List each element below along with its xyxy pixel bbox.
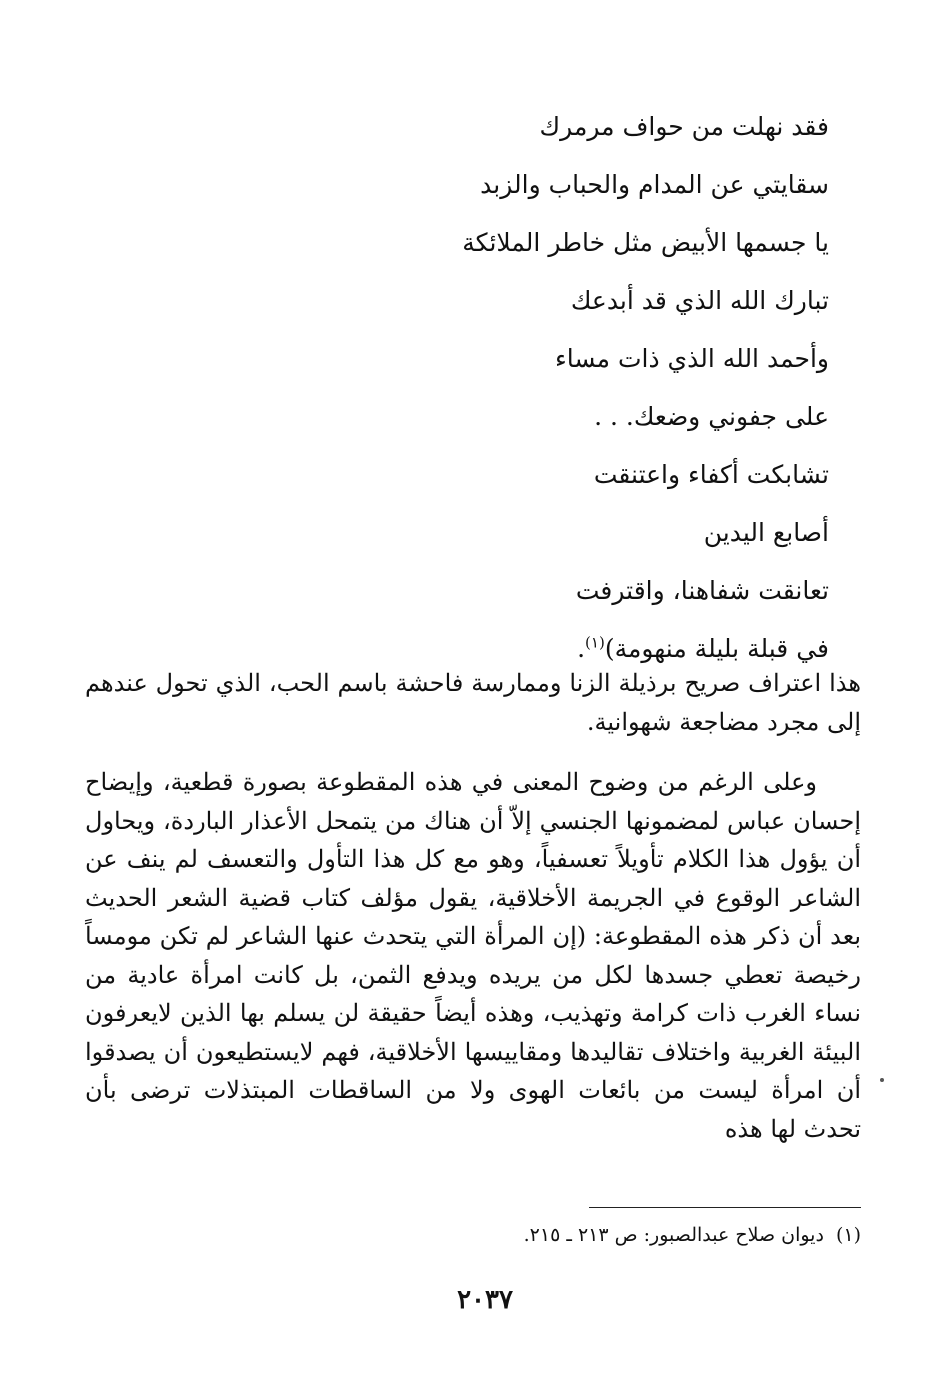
argument-paragraph — [85, 763, 861, 1148]
poem-line: على جفوني وضعك. . . — [594, 402, 829, 431]
poem-line: سقايتي عن المدام والحباب والزبد — [480, 170, 829, 199]
poem-excerpt — [109, 98, 829, 678]
poem-last-line-text: في قبلة بليلة منهومة) — [604, 634, 829, 663]
poem-last-line-end: . — [577, 634, 586, 663]
poem-line: تشابكت أكفاء واعتنقت — [593, 460, 829, 489]
poem-line: فقد نهلت من حواف مرمرك — [539, 112, 829, 141]
poem-line: وأحمد الله الذي ذات مساء — [554, 344, 829, 373]
commentary-paragraph: هذا اعتراف صريح برذيلة الزنا وممارسة فاحشة باسم الحب، الذي تحول عندهم إلى مجرد مضاجعة شهوانية. — [85, 669, 861, 736]
footnote-number: (١) — [835, 1224, 861, 1246]
scan-speck — [880, 1078, 884, 1082]
poem-line: أصابع اليدين — [703, 518, 829, 547]
footnote-text: ديوان صلاح عبدالصبور: ص ٢١٣ ـ ٢١٥. — [523, 1224, 824, 1246]
footnote-reference: (١) — [585, 633, 605, 652]
poem-line: يا جسمها الأبيض مثل خاطر الملائكة — [462, 228, 829, 257]
poem-line: تعانقت شفاهنا، واقترفت — [575, 576, 829, 605]
page-number: ٢٠٣٧ — [457, 1285, 513, 1315]
footnote — [161, 1220, 861, 1250]
footnote-separator — [589, 1207, 861, 1208]
argument-paragraph-text: وعلى الرغم من وضوح المعنى في هذه المقطوعة بصورة قطعية، وإيضاح إحسان عباس لمضمونها الجنسي إلاّ أن هناك من يتمحل الأعذار الباردة، ويحاول أن يؤول هذا الكلام تأويلاً تعسفياً، وهو مع كل هذا التأول والتعسف لم ينف عن الشاعر الوقوع في الجريمة الأخلاقية، يقول مؤلف كتاب قضية الشعر الحديث بعد أن ذكر هذه المقطوعة: (إن المرأة التي يتحدث عنها الشاعر لم تكن مومساً رخيصة تعطي جسدها لكل من يريده ويدفع الثمن، بل كانت امرأة عادية من نساء الغرب ذات كرامة وتهذيب، وهذه أيضاً حقيقة لن يسلم بها الذين لايعرفون البيئة الغربية واختلاف تقاليدها ومقاييسها الأخلاقية، فهم لايستطيعون أن يصدقوا أن امرأة ليست من بائعات الهوى ولا من الساقطات المبتذلات ترضى بأن تحدث لها هذه — [85, 768, 861, 1143]
poem-line: تبارك الله الذي قد أبدعك — [570, 286, 829, 315]
